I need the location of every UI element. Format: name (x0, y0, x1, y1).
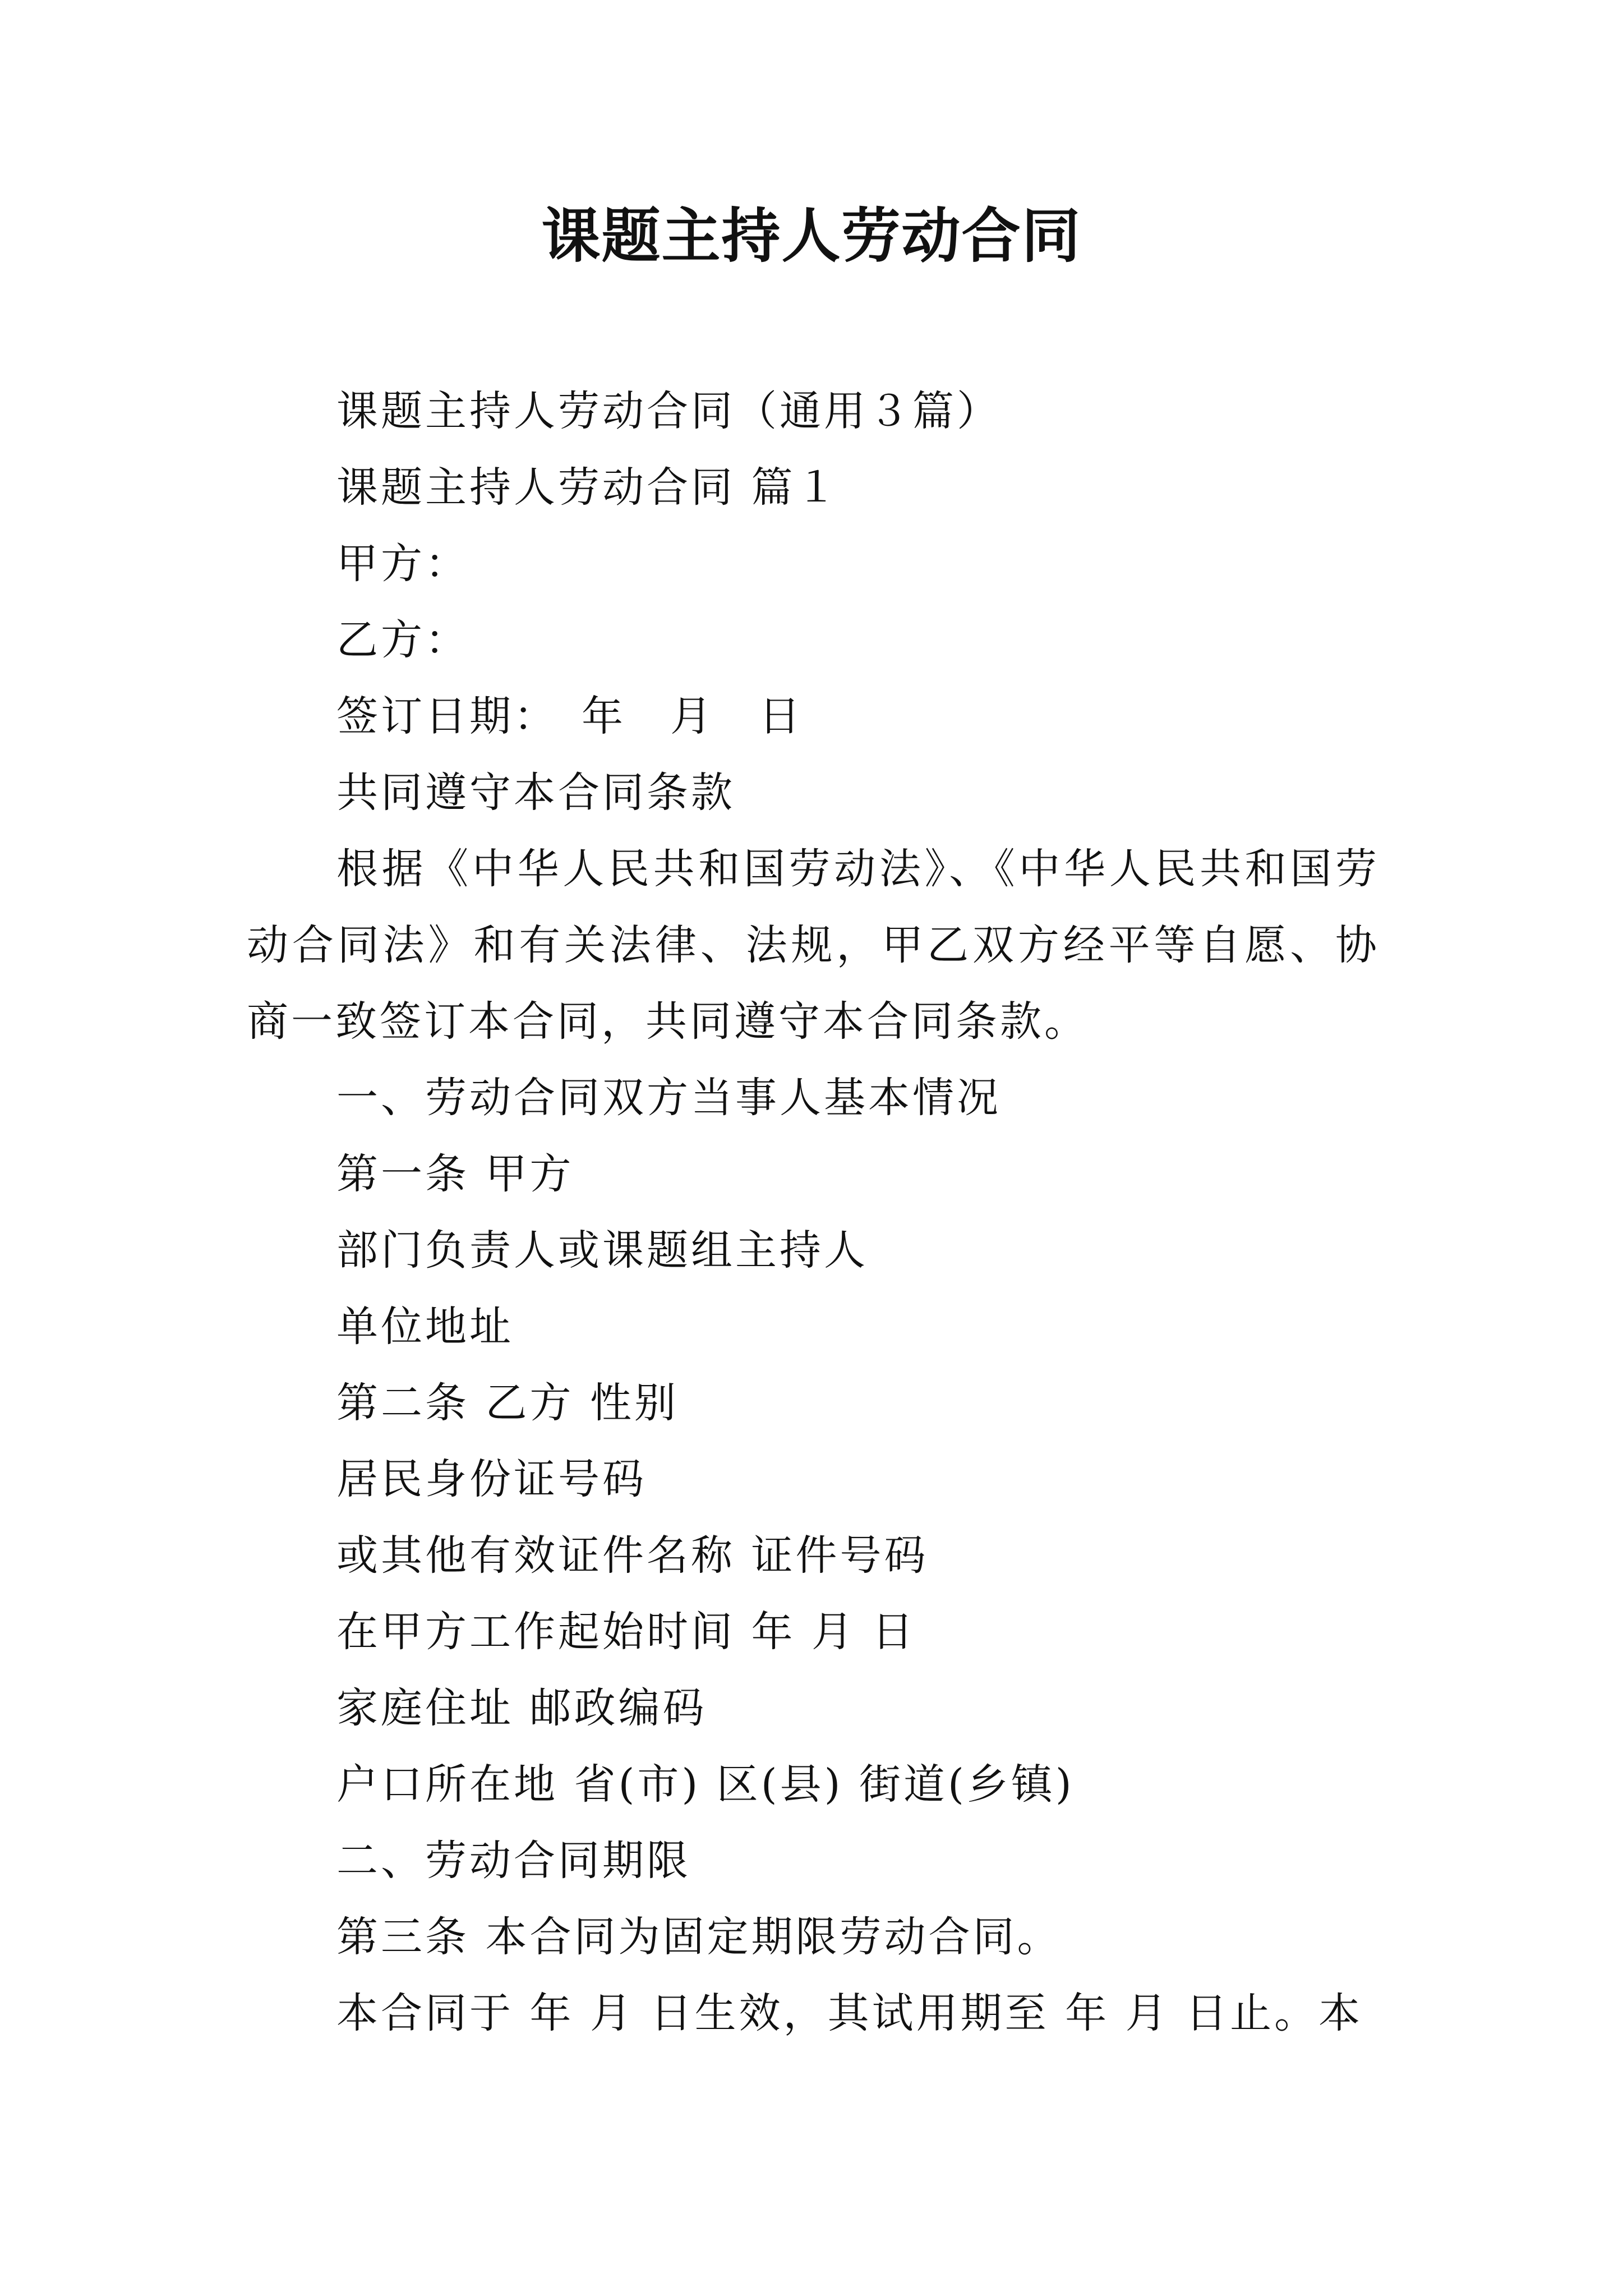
paragraph-other-id: 或其他有效证件名称 证件号码 (336, 1531, 929, 1580)
paragraph-article-3: 第三条 本合同为固定期限劳动合同。 (336, 1913, 1062, 1961)
document-title: 课题主持人劳动合同 (541, 201, 1082, 270)
paragraph-home-address: 家庭住址 邮政编码 (336, 1684, 707, 1732)
paragraph-effective-date: 本合同于 年 月 日生效，其试用期至 年 月 日止。本 (336, 1989, 1363, 2037)
paragraph-article-2: 第二条 乙方 性别 (336, 1379, 679, 1427)
paragraph-part-two: 二、劳动合同期限 (336, 1837, 691, 1885)
paragraph-party-a: 甲方： (336, 540, 469, 588)
paragraph-subtitle: 课题主持人劳动合同（通用３篇） (336, 387, 1001, 435)
paragraph-comply: 共同遵守本合同条款 (336, 769, 735, 817)
paragraph-legal-basis: 根据《中华人民共和国劳动法》、《中华人民共和国劳动合同法》和有关法律、法规，甲乙双方经平等自愿、协商一致签订本合同，共同遵守本合同条款。 (247, 845, 1380, 1046)
paragraph-department-head: 部门负责人或课题组主持人 (336, 1226, 868, 1274)
paragraph-address: 单位地址 (336, 1303, 514, 1351)
paragraph-section-heading: 课题主持人劳动合同 篇１ (336, 463, 840, 512)
document-body (247, 373, 1380, 2051)
paragraph-party-b: 乙方： (336, 616, 469, 664)
paragraph-article-1: 第一条 甲方 (336, 1150, 574, 1198)
paragraph-part-one: 一、劳动合同双方当事人基本情况 (336, 1074, 1001, 1122)
paragraph-start-time: 在甲方工作起始时间 年 月 日 (336, 1608, 916, 1656)
paragraph-id-number: 居民身份证号码 (336, 1455, 647, 1503)
paragraph-household: 户口所在地 省(市) 区(县) 街道(乡镇) (336, 1760, 1075, 1809)
paragraph-signing-date: 签订日期： 年 月 日 (336, 692, 803, 740)
